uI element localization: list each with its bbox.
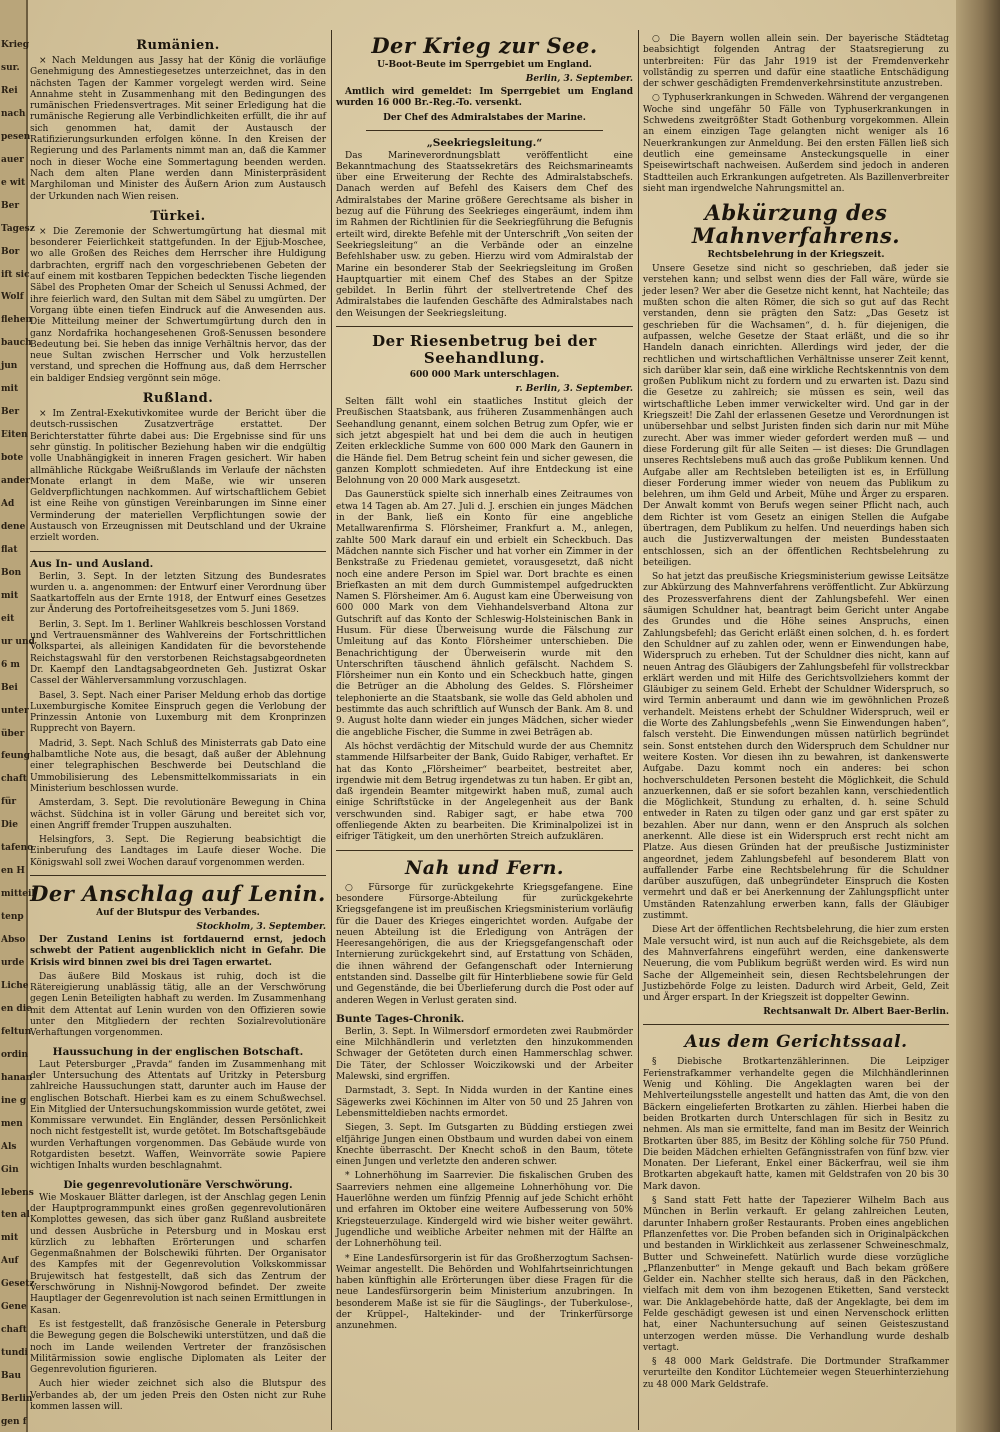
heading-krieg-zur-see: Der Krieg zur See. <box>371 33 598 58</box>
gutter-fragment: ander <box>1 476 31 487</box>
paragraph: Das äußere Bild Moskaus ist ruhig, doch ist die Rätereigierung unablässig tätig, alle an der Verschwörung gegen Lenin Beteiligten habhaft zu werden. Im Zusammenhang mit dem Attentat auf Lenin wurden von den Offizieren sowie unter den Mitgliedern der rechten Sozialrevolutionäre Verhaftungen vorgenommen. <box>30 971 326 1039</box>
subheading: U-Boot-Beute im Sperrgebiet um England. <box>377 60 592 70</box>
gutter-fragment: nach <box>1 108 26 119</box>
gutter-fragment: ur und <box>1 636 35 647</box>
gutter-fragment: en die <box>1 1003 32 1014</box>
paragraph: Unsere Gesetze sind nicht so geschrieben, daß jeder sie verstehen kann; und selbst wenn dies der Fall wäre, würde sie jeder lesen? Wer aber die Gesetze nicht kennt, hat Nachteile; das mußten schon die alten Römer, die sich so gut auf das Recht verstanden, denn sie prägten den Satz: „Das Gesetz ist geschrieben für die Wachsamen“, d. h. für diejenigen, die aufpassen, welche Gesetze der Staat erläßt, und die so ihr Handeln danach einrichten. Allerdings wird jeder, der die rechtlichen und wirtschaftlichen Verhältnisse unserer Zeit kennt, sich darüber klar sein, daß eine wirkliche Rechtskenntnis von dem großen Publikum nicht zu fordern und zu erwarten ist. Dazu sind die Gesetze zu zahlreich; sie müssen es sein, weil das wirtschaftliche Leben immer verwickelter wird. Und gar in der Kriegszeit! Die Zahl der erlassenen Gesetze und Verordnungen ist unübersehbar und selbst Juristen finden sich darin nur mit Mühe zurecht. Aber was immer wieder gefordert werden muß — und diese Forderung gilt für alle Seiten — ist dieses: Die Grundlagen unseres Rechtslebens muß auch das große Publikum kennen. Und Aufgabe aller am Rechtsleben beteiligten ist es, in Erfüllung dieser Forderung immer wieder von neuem das Publikum zu belehren, um ihm Geld und Arbeit, Mühe und Ärger zu ersparen. Der Anwalt kommt von Berufs wegen seiner Pflicht nach, auch dem Richter ist vom Gesetz an einigen Stellen die Aufgabe übertragen, dem Publikum zu helfen. Und neuerdings haben sich auch die Justizverwaltungen der meisten Bundesstaaten entschlossen, sich an der öffentlichen Rechtsbelehrung zu beteiligen. <box>643 264 949 568</box>
gutter-fragment: Ber <box>1 200 20 211</box>
article-gerichtssaal <box>643 1031 949 1391</box>
paragraph: * Eine Landesfürsorgerin ist für das Großherzogtum Sachsen-Weimar angestellt. Die Behörden und Wohlfahrtseinrichtungen haben künftighin alle Erörterungen über diese Fragen für die neue Landesfürsorgerin beim Ministerium anzubringen. In besonderem Maße ist sie für die Säuglings-, der Tuberkulose-, der Krüppel-, Haltekinder- und der Trinkerfürsorge anzunehmen. <box>336 1253 633 1332</box>
paragraph: ○ Fürsorge für zurückgekehrte Kriegsgefangene. Eine besondere Fürsorge-Abteilung für zurückgekehrte Kriegsgefangene ist im preußischen Kriegsministerium vorläufig für die Dauer des Krieges eingerichtet worden. Aufgabe der neuen Abteilung ist die Erledigung von Anträgen der Heeresangehörigen, die aus der Kriegsgefangenschaft oder Internierung zurückgekehrt sind, auf Erstattung von Schäden, die ihnen während der Gefangenschaft oder Internierung entstanden sind. Dasselbe gilt für Hinterbliebene sowie für Geld und Gegenstände, die bei Überlieferung durch die Post oder auf anderen Wegen in Verlust geraten sind. <box>336 882 633 1006</box>
author-signature: Rechtsanwalt Dr. Albert Baer-Berlin. <box>763 1007 949 1018</box>
heading-tuerkei: Türkei. <box>150 208 206 224</box>
gutter-fragment: chaft <box>1 774 27 785</box>
article-seekriegsleitung <box>336 137 633 320</box>
paragraph: Diese Art der öffentlichen Rechtsbelehrung, die hier zum ersten Male versucht wird, ist nun auch auf die Reichsgebiete, als dem des Mahnverfahrens eingeführt werden, eine dankenswerte Neuerung, die vom Publikum begrüßt werden wird. Es wird nun Sache der Allgemeinheit sein, diesen Rechtsbelehrungen der Justizbehörde Folge zu leisten. Dadurch wird Arbeit, Geld, Zeit und Ärger erspart. In der Kriegszeit ist doppelter Gewinn. <box>643 925 949 1004</box>
gutter-fragment: Ber <box>1 407 20 418</box>
column-rule-1 <box>331 30 332 1430</box>
gutter-fragment: flat <box>1 544 18 555</box>
heading-haussuchung: Haussuchung in der englischen Botschaft. <box>52 1045 304 1058</box>
article-tuerkei <box>30 209 326 385</box>
subheading: Rechtsbelehrung in der Kriegszeit. <box>707 250 885 261</box>
article-rumaenien <box>30 38 326 203</box>
subheading: 600 000 Mark unterschlagen. <box>409 370 560 381</box>
left-gutter-fragments <box>0 0 35 1432</box>
divider <box>336 326 633 327</box>
gutter-fragment: dene <box>1 521 26 532</box>
heading-in-und-ausland: Aus In- und Ausland. <box>30 557 154 570</box>
gutter-fragment: Rei <box>1 85 18 96</box>
paragraph: Der Zustand Lenins ist fortdauernd ernst, jedoch schwebt der Patient augenblicklich nicht in Gefahr. Die Krisis wird binnen zwei bis drei Tagen erwartet. <box>30 935 326 968</box>
heading-bunte-tages-chronik: Bunte Tages-Chronik. <box>336 1012 465 1025</box>
gutter-fragment: unter <box>1 705 29 716</box>
heading-russland: Rußland. <box>142 391 214 407</box>
heading-seekriegsleitung: „Seekriegsleitung.“ <box>426 136 543 149</box>
dateline: Stockholm, 3. September. <box>196 922 326 932</box>
gutter-fragment: gen f <box>1 1417 27 1428</box>
gutter-fragment: chaft <box>1 1325 27 1336</box>
gutter-fragment: men <box>1 1118 23 1129</box>
paragraph: Berlin, 3. Sept. In Wilmersdorf ermordeten zwei Raubmörder eine Milchhändlerin und verletzten den hinzukommenden Schwager der Getöteten durch einen Hammerschlag schwer. Die Täter, der Schlosser Woiczikowski und der Arbeiter Malewski, sind ergriffen. <box>336 1026 633 1083</box>
gutter-fragment: pesen <box>1 131 31 142</box>
paragraph: ○ Die Bayern wollen allein sein. Der bayerische Städtetag beabsichtigt folgenden Antrag der Staatsregierung zu unterbreiten: Für das Jahr 1919 ist der Fremdenverkehr vollständig zu sperren und dafür eine staatliche Entschädigung der schwer geschädigten Fremdenverkehrsinstitute anzustreben. <box>643 34 949 90</box>
gutter-fragment: lebens <box>1 1187 34 1198</box>
gutter-fragment: hanan <box>1 1072 33 1083</box>
paragraph: * Lohnerhöhung im Saarrevier. Die fiskalischen Gruben des Saarreviers nehmen eine allgemeine Lohnerhöhung vor. Die Hauerlöhne werden um fünfzig Pfennig auf jede Schicht erhöht und erfahren im Oktober eine weitere Aufbesserung von 50% Kriegsteuerzulage. Kindergeld wird wie bisher weiter gewährt. Jugendliche und weibliche Arbeiter nehmen mit der Hälfte an der Lohnerhöhung teil. <box>336 1171 633 1250</box>
gutter-fragment: ine g <box>1 1095 27 1106</box>
column-1 <box>30 34 326 1426</box>
gutter-fragment: tenp <box>1 912 24 923</box>
divider <box>643 1024 949 1025</box>
divider <box>336 850 633 851</box>
heading-anschlag-auf-lenin: Der Anschlag auf Lenin. <box>30 881 326 906</box>
paragraph: × Nach Meldungen aus Jassy hat der König die vorläufige Genehmigung des Amnestiegesetzes unterzeichnet, das in den nächsten Tagen der Kammer vorgelegt werden wird. Seine Annahme steht in Zusammenhang mit den Bedingungen des rumänischen Friedensvertrages. Mit seiner Erledigung hat die rumänische Regierung alle Verbindlichkeiten erfüllt, die ihr auf sich genommen hat, damit der Austausch der Ratifizierungsurkunden erfolgen könne. In den Kreisen der Regierung und des Parlaments nimmt man an, daß die Kammer noch in dieser Woche eine Sommertagung beenden werden. Nach dem alten Plane werden dann Ministerpräsident Marghiloman und Minister des Äußern Arion zum Austausch der Urkunden nach Wien reisen. <box>30 56 326 202</box>
gutter-fragment: auer <box>1 154 24 165</box>
top-notes <box>643 34 949 195</box>
gutter-fragment: en H <box>1 866 25 877</box>
article-russland <box>30 391 326 545</box>
gutter-fragment: sur. <box>1 62 20 73</box>
heading-verschwoerung: Die gegenrevolutionäre Verschwörung. <box>63 1178 293 1191</box>
gutter-fragment: Bau <box>1 1371 21 1382</box>
article-haussuchung <box>30 1046 326 1173</box>
paragraph: Berlin, 3. Sept. In der letzten Sitzung des Bundesrates wurden u. a. angenommen: der Entwurf einer Verordnung über Saatkartoffeln aus der Ernte 1918, der Entwurf eines Gesetzes zur Änderung des Portofreiheitsgesetzes vom 5. Juni 1869. <box>30 571 326 616</box>
gutter-fragment: Auf <box>1 1256 19 1267</box>
paragraph: Auch hier wieder zeichnet sich also die Blutspur des Verbandes ab, der um jeden Preis den Osten nicht zur Ruhe kommen lassen will. <box>30 1379 326 1412</box>
gutter-fragment: Wolf <box>1 292 24 303</box>
paragraph: Siegen, 3. Sept. Im Gutsgarten zu Büdding erstiegen zwei elfjährige Jungen einen Obstbaum und wurden dabei von einem Knechte überrascht. Der Knecht schoß in den Baum, tötete einen Jungen und verletzte den anderen schwer. <box>336 1123 633 1168</box>
paragraph: Es ist festgestellt, daß französische Generale in Petersburg die Bewegung gegen die Bolschewiki unterstützen, und daß die noch im Lande weilenden Vertreter der französischen Militärmission sowie englische Diplomaten als Leiter der Gegenrevolution figurieren. <box>30 1319 326 1376</box>
paragraph: Das Gaunerstück spielte sich innerhalb eines Zeitraumes von etwa 14 Tagen ab. Am 27. Juli d. J. erschien ein junges Mädchen in der Bank, ließ ein Konto für eine angebliche Metallwarenfirma S. Flörsheimer, Frankfurt a. M., anlegen, zahlte 500 Mark darauf ein und erbielt ein Scheckbuch. Das Mädchen nannte sich Fischer und hat vorher ein Zimmer in der Benkstraße zu Friedenau gemietet, vorausgesetzt, daß nicht noch eine andere Person im Spiel war. Dort brachte es einen Briefkasten an mit dem durch Gummistempel aufgedruckten Namen S. Flörsheimer. Am 6. August kam eine Überweisung von 600 000 Mark von dem Viehhandelsverband Altona zur Gutschrift auf das Konto der Schleswig-Holsteinischen Bank in Husum. Für diese Überweisung wurde die Fälschung zur Umleitung auf das Konto Flörsheimer unterschieben. Die Benachrichtigung der Überweiserin wurde mit den Unterschriften täuschend ähnlich gefälscht. Nachdem S. Flörsheimer nun ein Konto und ein Scheckbuch hatte, gingen die Betrüger an die Abholung des Geldes. S. Flörsheimer telephonierte an die Staatsbank, sie wolle das Geld abholen und bestimmte das auch schriftlich auf Wunsch der Bank. Am 8. und 9. August holte dann wieder ein junges Mädchen, sicher wieder die angebliche Fischer, die Summe in zwei Beträgen ab. <box>336 490 633 738</box>
paragraph: So hat jetzt das preußische Kriegsministerium gewisse Leitsätze zur Abkürzung des Mahnverfahrens veröffentlicht. Zur Abkürzung des Prozessverfahrens dient der Zahlungsbefehl. Wer einen säumigen Schuldner hat, beantragt beim Gericht unter Angabe des Grundes und die Höhe seines Anspruchs, einen Zahlungsbefehl; das Gericht erläßt einen solchen, d. h. es fordert den Schuldner auf zu zahlen oder, wenn er Einwendungen habe, Widerspruch zu erheben. Tut der Schuldner dies nicht, kann auf neuen Antrag des Gläubigers der Zahlungsbefehl für vollstreckbar erklärt werden und mit Hilfe des Gerichtsvollziehers kommt der Gläubiger zu seinem Geld. Erhebt der Schuldner Widerspruch, so wird Termin anberaumt und dann wie im gewöhnlichen Prozeß verhandelt. Meistens erhebt der Schuldner Widerspruch, weil er die Worte des Zahlungsbefehls „wenn Sie Einwendungen haben“, falsch versteht. Die Einwendungen müssen natürlich begründet sein. Sonst entstehen durch den Widerspruch dem Schuldner nur weitere Kosten. Vor diesen ihn zu bewahren, ist dankenswerte Aufgabe. Dazu kommt noch ein anderes: bei schon hochverschuldeten Personen besteht die Möglichkeit, die Schuld anzuerkennen, daß er sie sofort bezahlen kann, verschiedentlich die Möglichkeit, Stundung zu erhalten, d. h. seine Schuld entweder in Raten zu tilgen oder ganz und gar erst später zu bezahlen. Aber nur dann, wenn er den Anspruch als solchen anerkennt. Alle diese ist ein Widerspruch erst recht nicht am Platze. Aus diesen Gründen hat der preußische Justizminister angeordnet, jedem Zahlungsbefehl auf besonderem Blatt von auffallender Farbe eine Rechtsbelehrung für die Schuldner darüber auszufügen, daß unbegründeter Einspruch die Kosten vermehrt und daß er bei Anerkennung der Zahlungspflicht unter Umständen Ratenzahlung erwerben kann, falls der Gläubiger zustimmt. <box>643 572 949 922</box>
gutter-fragment: Berlin <box>1 1394 33 1405</box>
gutter-fragment: Als <box>1 1141 17 1152</box>
article-mahnverfahren <box>643 201 949 1018</box>
gutter-fragment: Tagesz <box>1 223 35 234</box>
paragraph: Helsingfors, 3. Sept. Die Regierung beabsichtigt die Einberufung des Landtages im Laufe dieser Woche. Die Königswahl soll zwei Wochen darauf vorgenommen werden. <box>30 835 326 868</box>
gutter-fragment: bote <box>1 453 24 464</box>
heading-gerichtssaal: Aus dem Gerichtssaal. <box>684 1032 908 1053</box>
paragraph: Berlin, 3. Sept. Im 1. Berliner Wahlkreis beschlossen Vorstand und Vertrauensmänner des Wahlvereins der Fortschrittlichen Volkspartei, als alleinigen Kandidaten für die bevorstehende Reichstagswahl für den verstorbenen Reichstagsabgeordneten Dr. Kaempf den Landtagsabgeordneten Geh. Justizrat Oskar Cassel der Wählerversammlung vorzuschlagen. <box>30 619 326 687</box>
article-in-und-ausland <box>30 558 326 869</box>
paragraph: Das Marineverordnungsblatt veröffentlicht eine Bekanntmachung des Staatssekretärs des Reichsmarineamts über eine Erweiterung der Rechte des Admiralstabschefs. Danach werden auf Befehl des Kaisers dem Chef des Admiralstabes der Marine größere Gerechtsame als bisher in bezug auf die Führung des Seekrieges eingeräumt, indem ihm im Rahmen der Richtlinien für die Seekriegführung die Befugnis erteilt wird, direkte Befehle mit der Unterschrift „Von seiten der Seekriegsleitung“ an die Verbände oder an einzelne Befehlshaber usw. zu geben. Hierzu wird vom Admiralstab der Marine ein besonderer Stab der Seekriegsleitung im Großen Hauptquartier mit einem Chef des Stabes an der Spitze gebildet. In Berlin führt der stellvertretende Chef des Admiralstabes die laufenden Geschäfte des Admiralstabes nach den Weisungen der Seekriegsleitung. <box>336 150 633 319</box>
gutter-fragment: Gesetz <box>1 1279 35 1290</box>
paragraph: × Die Zeremonie der Schwertumgürtung hat diesmal mit besonderer Feierlichkeit stattgefunden. In der Ejjub-Moschee, wo alle Großen des Reiches dem Herrscher ihre Huldigung darbrachten, ergriff nach den vorgeschriebenen Gebeten der auf einem mit kostbaren Teppichen bedeckten Tische liegenden Säbel des Propheten Omar der Scheich ul Senussi Achmed, der ihre feierlich ward, den Sultan mit dem Säbel zu umgürten. Der Vorgang übte einen tiefen Eindruck auf die Anwesenden aus. Die Mitteilung meiner der Schwertumgürtung durch den in ganz Nordafrika hochangesehenen Groß-Senussen besondere Bedeutung bei. Sie heben das innige Verhältnis hervor, das der neue Sultan zwischen Herrscher und Volk herzustellen verstand, und sprechen die Hoffnung aus, daß dem Herrscher ein baldiger Endsieg vergönnt sein möge. <box>30 226 326 384</box>
gutter-fragment: 6 m <box>1 659 20 670</box>
gutter-fragment: über <box>1 728 25 739</box>
divider <box>366 130 603 131</box>
column-2 <box>336 34 633 1426</box>
gutter-fragment: Die <box>1 820 18 831</box>
column-rule-2 <box>638 30 639 1430</box>
gutter-fragment: Bei <box>1 682 18 693</box>
paragraph: Madrid, 3. Sept. Nach Schluß des Ministerrats gab Dato eine halbamtliche Note aus, die besagt, daß außer der Ablehnung einer telegraphischen Beschwerde bei Deutschland die Ummobilisierung des Lebensmittelkommissariats in ein Ministerium beschlossen wurde. <box>30 738 326 794</box>
paragraph: Wie Moskauer Blätter darlegen, ist der Anschlag gegen Lenin der Hauptprogrammpunkt eines großen gegenrevolutionären Komplottes gewesen, das sich über ganz Rußland ausbreitete und dessen Ausbrüche in Petersburg und in Moskau erst kürzlich zu lebhaften Erörterungen und scharfen Gegenmaßnahmen der Bolschewiki führten. Der Organisator des Kampfes mit der Gegenrevolution Volkskommissar Brujewitsch hat festgestellt, daß sich das Zentrum der Verschwörung in Nishnij-Nowgorod befindet. Der zweite Hauptlager der Gegenrevolution ist nach seinen Ermittlungen in Kasan. <box>30 1192 326 1316</box>
gutter-fragment: mit <box>1 384 19 395</box>
heading-rumaenien: Rumänien. <box>136 38 220 53</box>
gutter-fragment: Bor <box>1 246 20 257</box>
heading-mahnverfahren: Abkürzung des Mahnverfahrens. <box>691 200 901 249</box>
gutter-fragment: feltun <box>1 1026 32 1037</box>
paragraph: Basel, 3. Sept. Nach einer Pariser Meldung erhob das dortige Luxemburgische Komitee Einspruch gegen die Verlobung der Prinzessin Antonie von Luxemburg mit dem Kronprinzen Rupprecht von Bayern. <box>30 690 326 735</box>
paragraph: ○ Typhuserkrankungen in Schweden. Während der vergangenen Woche sind ungefähr 50 Fälle von Typhuserkrankungen in Schwedens zweitgrößter Stadt Gothenburg vorgekommen. Allein an einem einzigen Tage gelangten nicht weniger als 16 Neuerkrankungen zur Anmeldung. Bei den ersten Fällen ließ sich deutlich eine gemeinsame Ansteckungsquelle in einer Speisewirtschaft nachweisen. Außerdem sind jedoch in anderen Stadtteilen auch Erkrankungen aufgetreten. Als Bazillenverbreiter sieht man irgendwelche Nahrungsmittel an. <box>643 93 949 194</box>
paragraph: § Sand statt Fett hatte der Tapezierer Wilhelm Bach aus München in Berlin verkauft. Er gelang zahlreichen Leuten, darunter Inhabern großer Restaurants. Proben eines angeblichen Pflanzenfettes vor. Die Proben befanden sich in Originalpäckchen und bestanden in Wirklichkeit aus zerlassener Schweineschmalz, Butter und Schweinefett. Natürlich wurde diese vorzügliche „Pflanzenbutter“ in Menge gekauft und Bach bekam größere Gelder ein. Nachher stellte sich heraus, daß in den Päckchen, vielfach mit dem von ihm bezogenen Etiketten, Sand versteckt war. Die Anklagebehörde hatte, daß der Angeklagte, bei dem im Felde geschädigt gewesen ist und einen Nervenschock erlitten hat, einer Nachuntersuchung auf seinen Geisteszustand unterzogen werden müsse. Die Verhandlung wurde deshalb vertagt. <box>643 1196 949 1353</box>
gutter-fragment: Bon <box>1 567 22 578</box>
paragraph: § 48 000 Mark Geldstrafe. Die Dortmunder Strafkammer verurteilte den Konditor Lüchtemeier wegen Steuerhinterziehung zu 48 000 Mark Geldstrafe. <box>643 1357 949 1390</box>
gutter-fragment: Abso <box>1 935 26 946</box>
paragraph: Laut Petersburger „Pravda“ fanden im Zusammenhang mit der Untersuchung des Attentats auf Uritzky in Petersburg zahlreiche Haussuchungen statt, darunter auch im Hause der englischen Botschaft. Hierbei kam es zu einem Schußwechsel. Ein Mitglied der Untersuchungskommission wurde getötet, zwei Kommissare verwundet. Ein Engländer, dessen Persönlichkeit noch nicht festgestellt ist, wurde getötet. Im Botschaftsgebäude wurden Verhaftungen vorgenommen. Das Gebäude wurde von Rotgardisten besetzt. Waffen, Weinvorräte sowie Papiere wichtigen Inhalts wurden beschlagnahmt. <box>30 1059 326 1172</box>
paragraph: Als höchst verdächtig der Mitschuld wurde der aus Chemnitz stammende Hilfsarbeiter der Bank, Guido Rabiger, verhaftet. Er hat das Konto „Flörsheimer“ bearbeitet, bestreitet aber, irgendwie mit dem Betrug irgendetwas zu tun haben. Er gibt an, daß irgendein Beamter mitgewirkt haben muß, zumal auch einige Schriftstücke in der Angelegenheit aus der Bank verschwunden sind. Rabiger sagt, er habe etwa 700 offenliegende Akten zu bearbeiten. Die Kriminalpolizei ist in eifriger Tätigkeit, um den unerhörten Streich aufzuklären. <box>336 741 633 843</box>
column-3 <box>643 34 949 1426</box>
gutter-fragment: e wit <box>1 177 26 188</box>
article-riesenbetrug <box>336 333 633 844</box>
gutter-fragment: mitteil <box>1 889 35 900</box>
paragraph: × Im Zentral-Exekutivkomitee wurde der Bericht über die deutsch-russischen Zusatzverträge erstattet. Der Berichterstatter führte dabei aus: Die Ergebnisse sind für uns sehr günstig. In politischer Beziehung haben wir die endgültig volle Unabhängigkeit in inneren Fragen gesichert. Wir haben allmähliche Rückgabe Weißrußlands im Verlaufe der nächsten Monate erlangt in dem Maße, wie wir unseren Geldverpflichtungen nachkommen. Auf wirtschaftlichem Gebiet ist eine Reihe von günstigen Vereinbarungen im Sinne einer Verminderung der materiellen Verpflichtungen sowie der Austausch von Erzeugnissen mit Deutschland und der Ukraine erzielt worden. <box>30 409 326 544</box>
gutter-fragment: feung <box>1 751 30 762</box>
gutter-fragment: flehen <box>1 315 33 326</box>
gutter-fragment: mit <box>1 590 19 601</box>
gutter-fragment: bauch <box>1 338 32 349</box>
heading-nah-und-fern: Nah und Fern. <box>404 856 565 879</box>
heading-riesenbetrug: Der Riesenbetrug bei der Seehandlung. <box>372 332 597 368</box>
gutter-fragment: jun <box>1 361 18 372</box>
gutter-fragment: Gene <box>1 1302 27 1313</box>
subheading: Auf der Blutspur des Verbandes. <box>96 908 260 918</box>
gutter-fragment: ordin <box>1 1049 28 1060</box>
gutter-fragment: Eiten <box>1 430 28 441</box>
gutter-fragment: tafeno <box>1 843 34 854</box>
dateline: r. Berlin, 3. September. <box>515 384 633 395</box>
dateline: Berlin, 3. September. <box>525 74 633 84</box>
article-nah-und-fern <box>336 857 633 1007</box>
gutter-fragment: tundi <box>1 1348 28 1359</box>
gutter-fragment: eit <box>1 613 15 624</box>
gutter-fragment: Krieg <box>1 40 30 50</box>
divider <box>30 875 326 876</box>
article-bunte-tages-chronik <box>336 1013 633 1333</box>
gutter-fragment: ift sic <box>1 269 30 280</box>
gutter-fragment: Liche <box>1 980 29 991</box>
page-binding-edge <box>956 0 1000 1432</box>
gutter-fragment: Gin <box>1 1164 19 1175</box>
signature-line: Der Chef des Admiralstabes der Marine. <box>383 112 586 123</box>
paragraph: Darmstadt, 3. Sept. In Nidda wurden in der Kantine eines Sägewerks zwei Köchinnen im Alter von 50 und 25 Jahren von Lebensmitteldieben nachts ermordet. <box>336 1086 633 1119</box>
gutter-fragment: urde <box>1 958 25 969</box>
gutter-fragment: für <box>1 797 17 808</box>
article-verschwoerung <box>30 1179 326 1414</box>
paragraph: § Diebische Brotkartenzählerinnen. Die Leipziger Ferienstrafkammer verhandelte gegen die Milchhändlerinnen Wenig und Köhling. Die Angeklagten waren bei der Mehlverteilungsstelle angestellt und hatten das Amt, die von den Bäckern eingelieferten Brotkarten zu zählen. Hierbei haben die beiden Brotkarten durch Unterschlagen für sich in Besitz zu nehmen. Als man sie ermittelte, fand man im Besitz der Weinrich Brotkarten über 885, im Besitz der Köhling solche für 750 Pfund. Die beiden Mädchen erhielten Gefängnisstrafen von fünf bzw. vier Monaten. Der Lieferant, Enkel einer Bäckerfrau, weil sie ihm Brotkarten abgekauft hatte, kamen mit Geldstrafen von 20 bis 30 Mark davon. <box>643 1057 949 1192</box>
gutter-fragment: mit <box>1 1233 19 1244</box>
article-krieg-zur-see <box>336 34 633 124</box>
article-anschlag-auf-lenin <box>30 882 326 1040</box>
paragraph: Selten fällt wohl ein staatliches Institut gleich der Preußischen Staatsbank, aus früheren Zusammenhängen auch Seehandlung genannt, einem solchen Betrug zum Opfer, wie er sich jetzt abgespielt hat und bei dem die auch in heutigen Zeiten erkleckliche Summe von 600 000 Mark den Gaunern in die Hände fiel. Dem Betrug scheint fein und sicher gewesen, die ganzen Komplott schmiedeten. Auf ihre Entdeckung ist eine Belohnung von 20 000 Mark ausgesetzt. <box>336 397 633 487</box>
gutter-fragment: ten al <box>1 1210 30 1221</box>
paragraph: Amsterdam, 3. Sept. Die revolutionäre Bewegung in China wächst. Südchina ist in voller Gärung und bereitet sich vor, einen Angriff fremder Truppen auszuhalten. <box>30 798 326 831</box>
gutter-fragment: Ad <box>1 499 15 510</box>
paragraph: Amtlich wird gemeldet: Im Sperrgebiet um England wurden 16 000 Br.-Reg.-To. versenkt. <box>336 87 633 109</box>
divider <box>30 551 326 552</box>
